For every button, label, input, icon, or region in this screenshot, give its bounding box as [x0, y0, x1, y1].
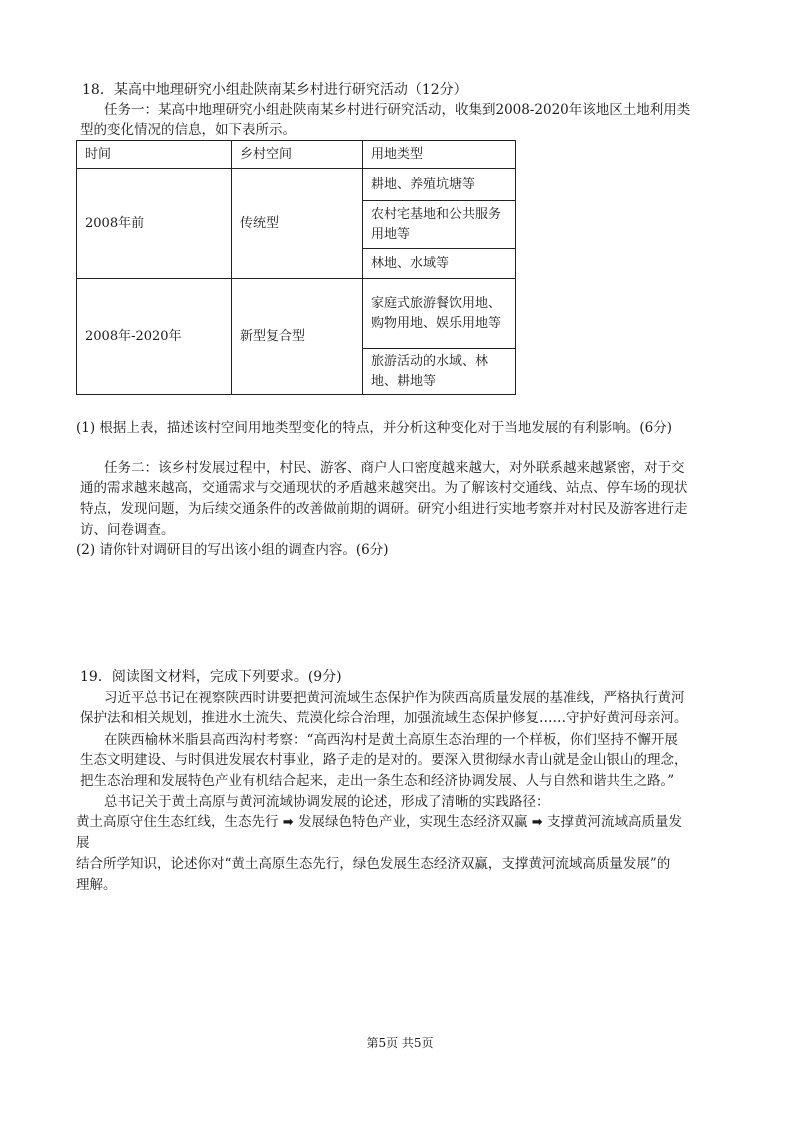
- table-cell-type: 旅游活动的水域、林地、耕地等: [363, 349, 516, 395]
- q19-task-line2: 理解。: [76, 877, 117, 893]
- q18-subquestion-2: (2) 请你针对调研目的写出该小组的调查内容。(6分): [76, 542, 389, 558]
- path-step-1: 黄土高原守住生态红线，生态先行: [76, 814, 279, 830]
- table-cell-space: 新型复合型: [232, 279, 363, 395]
- table-cell-type: 家庭式旅游餐饮用地、购物用地、娱乐用地等: [363, 279, 516, 349]
- right-arrow-icon: ➡: [531, 815, 543, 830]
- q18-task2-line4: 访、问卷调查。: [80, 522, 175, 538]
- q18-title: 18．某高中地理研究小组赴陕南某乡村进行研究活动（12分）: [82, 82, 468, 98]
- q19-para1-line2: 保护法和相关规划，推进水土流失、荒漠化综合治理，加强流域生态保护修复……守护好黄河母亲河。: [80, 710, 688, 726]
- q18-task2-line2: 通的需求越来越高，交通需求与交通现状的矛盾越来越突出。为了解该村交通线、站点、停车场的现状: [80, 480, 688, 496]
- table-cell-time: 2008年前: [77, 169, 232, 279]
- q19-para3: 总书记关于黄土高原与黄河流域协调发展的论述，形成了清晰的实践路径：: [104, 794, 550, 810]
- table-row: [77, 169, 516, 201]
- q18-task2-line3: 特点，发现问题，为后续交通条件的改善做前期的调研。研究小组进行实地考察并对村民及游客进行走: [80, 501, 688, 517]
- land-use-table: [76, 140, 516, 395]
- q18-subquestion-1: (1) 根据上表，描述该村空间用地类型变化的特点，并分析这种变化对于当地发展的有利影响。(6分): [76, 420, 673, 436]
- table-header: 用地类型: [363, 141, 516, 169]
- q19-title: 19．阅读图文材料，完成下列要求。(9分): [80, 669, 342, 685]
- q19-task-line1: 结合所学知识，论述你对“黄土高原生态先行，绿色发展生态经济双赢，支撑黄河流域高质量发展”的: [76, 856, 671, 872]
- q19-para1-line1: 习近平总书记在视察陕西时讲要把黄河流域生态保护作为陕西高质量发展的基准线，严格执行黄河: [104, 690, 685, 706]
- q19-practice-path-cont: 展: [76, 835, 90, 851]
- table-header: 乡村空间: [232, 141, 363, 169]
- table-cell-time: 2008年-2020年: [77, 279, 232, 395]
- path-step-2: 发展绿色特色产业，实现生态经济双赢: [298, 814, 528, 830]
- q19-para2-line2: 生态文明建设、与时俱进发展农村事业，路子走的是对的。要深入贯彻绿水青山就是金山银山的理念，: [80, 752, 688, 768]
- q19-practice-path: [76, 812, 682, 833]
- right-arrow-icon: ➡: [282, 815, 294, 830]
- q19-para2-line1: 在陕西榆林米脂县高西沟村考察：“高西沟村是黄土高原生态治理的一个样板，你们坚持不懈开展: [104, 732, 678, 748]
- table-cell-type: 耕地、养殖坑塘等: [363, 169, 516, 201]
- q18-task2-line1: 任务二：该乡村发展过程中，村民、游客、商户人口密度越来越大，对外联系越来越紧密，对于交: [104, 460, 685, 476]
- q19-para2-line3: 把生态治理和发展特色产业有机结合起来，走出一条生态和经济协调发展、人与自然和谐共生之路。”: [80, 773, 675, 789]
- q18-task1-line1: 任务一：某高中地理研究小组赴陕南某乡村进行研究活动，收集到2008-2020年该地区土地利用类: [104, 102, 691, 118]
- table-header: 时间: [77, 141, 232, 169]
- table-row: [77, 279, 516, 349]
- table-header-row: [77, 141, 516, 169]
- path-step-3: 支撑黄河流域高质量发: [547, 814, 682, 830]
- table-cell-type: 农村宅基地和公共服务用地等: [363, 201, 516, 249]
- page-footer: 第5页 共5页: [366, 1036, 434, 1050]
- q18-task1-line2: 型的变化情况的信息，如下表所示。: [80, 122, 296, 138]
- table-cell-space: 传统型: [232, 169, 363, 279]
- table-cell-type: 林地、水域等: [363, 249, 516, 279]
